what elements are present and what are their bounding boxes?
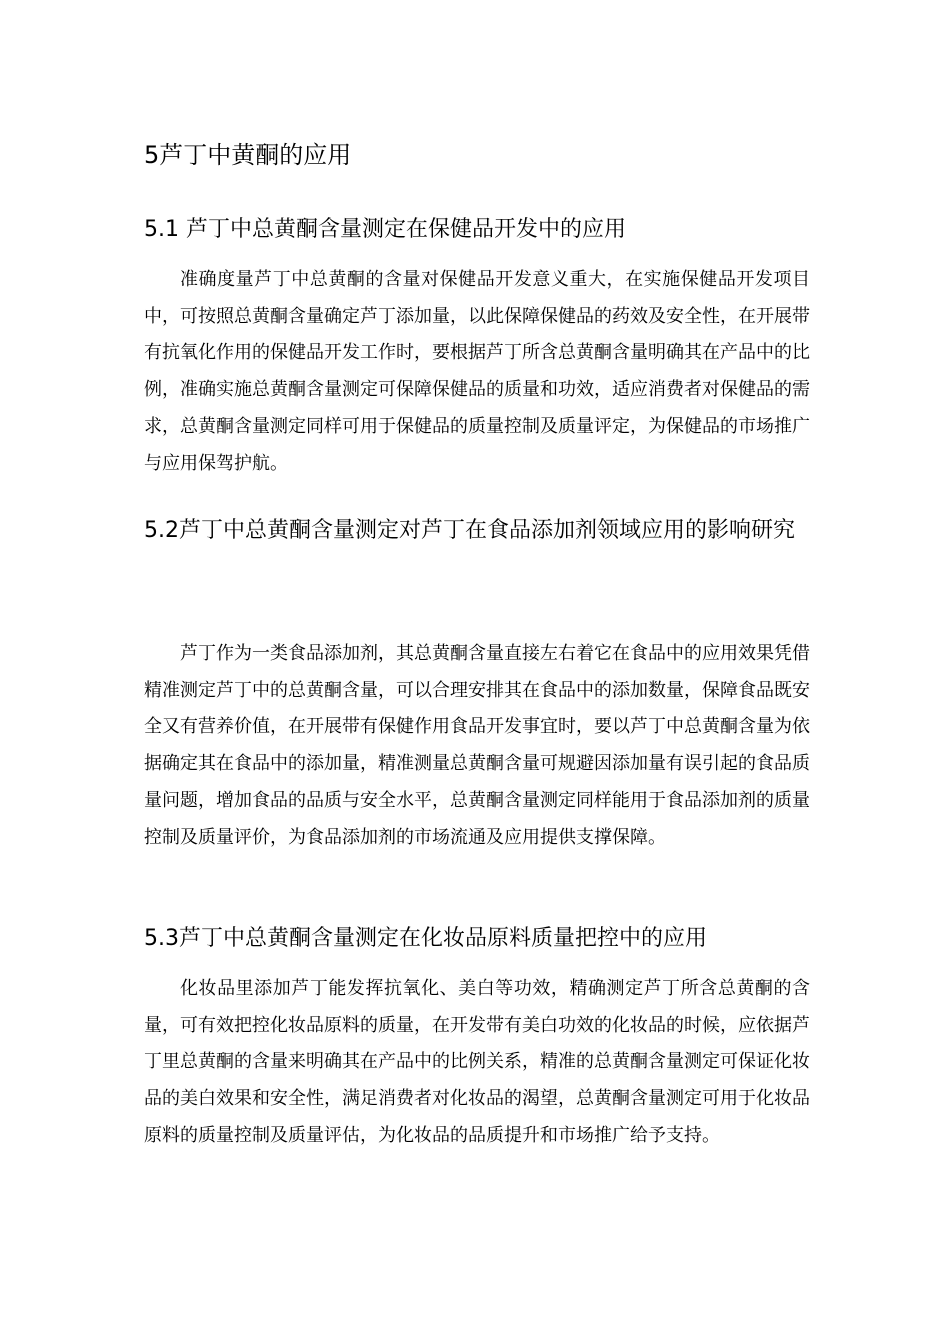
subsection-body-5-2: 芦丁作为一类食品添加剂，其总黄酮含量直接左右着它在食品中的应用效果凭借精准测定芦丁中的总黄酮含量，可以合理安排其在食品中的添加数量，保障食品既安全又有营养价值，在开展带有保健作用食品开发事宜时，要以芦丁中总黄酮含量为依据确定其在食品中的添加量，精准测量总黄酮含量可规避因添加量有误引起的食品质量问题，增加食品的品质与安全水平，总黄酮含量测定同样能用于食品添加剂的质量控制及质量评价，为食品添加剂的市场流通及应用提供支撑保障。 bbox=[144, 643, 810, 848]
subsection-heading-5-3: 5.3芦丁中总黄酮含量测定在化妆品原料质量把控中的应用 bbox=[144, 926, 707, 951]
section-title: 5芦丁中黄酮的应用 bbox=[144, 141, 352, 169]
subsection-heading-5-1: 5.1 芦丁中总黄酮含量测定在保健品开发中的应用 bbox=[144, 217, 626, 242]
subsection-body-5-3: 化妆品里添加芦丁能发挥抗氧化、美白等功效，精确测定芦丁所含总黄酮的含量，可有效把控化妆品原料的质量，在开发带有美白功效的化妆品的时候，应依据芦丁里总黄酮的含量来明确其在产品中的比例关系，精准的总黄酮含量测定可保证化妆品的美白效果和安全性，满足消费者对化妆品的渴望，总黄酮含量测定可用于化妆品原料的质量控制及质量评估，为化妆品的品质提升和市场推广给予支持。 bbox=[144, 978, 810, 1146]
subsection-heading-5-2: 5.2芦丁中总黄酮含量测定对芦丁在食品添加剂领域应用的影响研究 bbox=[144, 518, 795, 543]
subsection-body-5-1: 准确度量芦丁中总黄酮的含量对保健品开发意义重大，在实施保健品开发项目中，可按照总黄酮含量确定芦丁添加量，以此保障保健品的药效及安全性，在开展带有抗氧化作用的保健品开发工作时，要根据芦丁所含总黄酮含量明确其在产品中的比例，准确实施总黄酮含量测定可保障保健品的质量和功效，适应消费者对保健品的需求，总黄酮含量测定同样可用于保健品的质量控制及质量评定，为保健品的市场推广与应用保驾护航。 bbox=[144, 269, 810, 474]
